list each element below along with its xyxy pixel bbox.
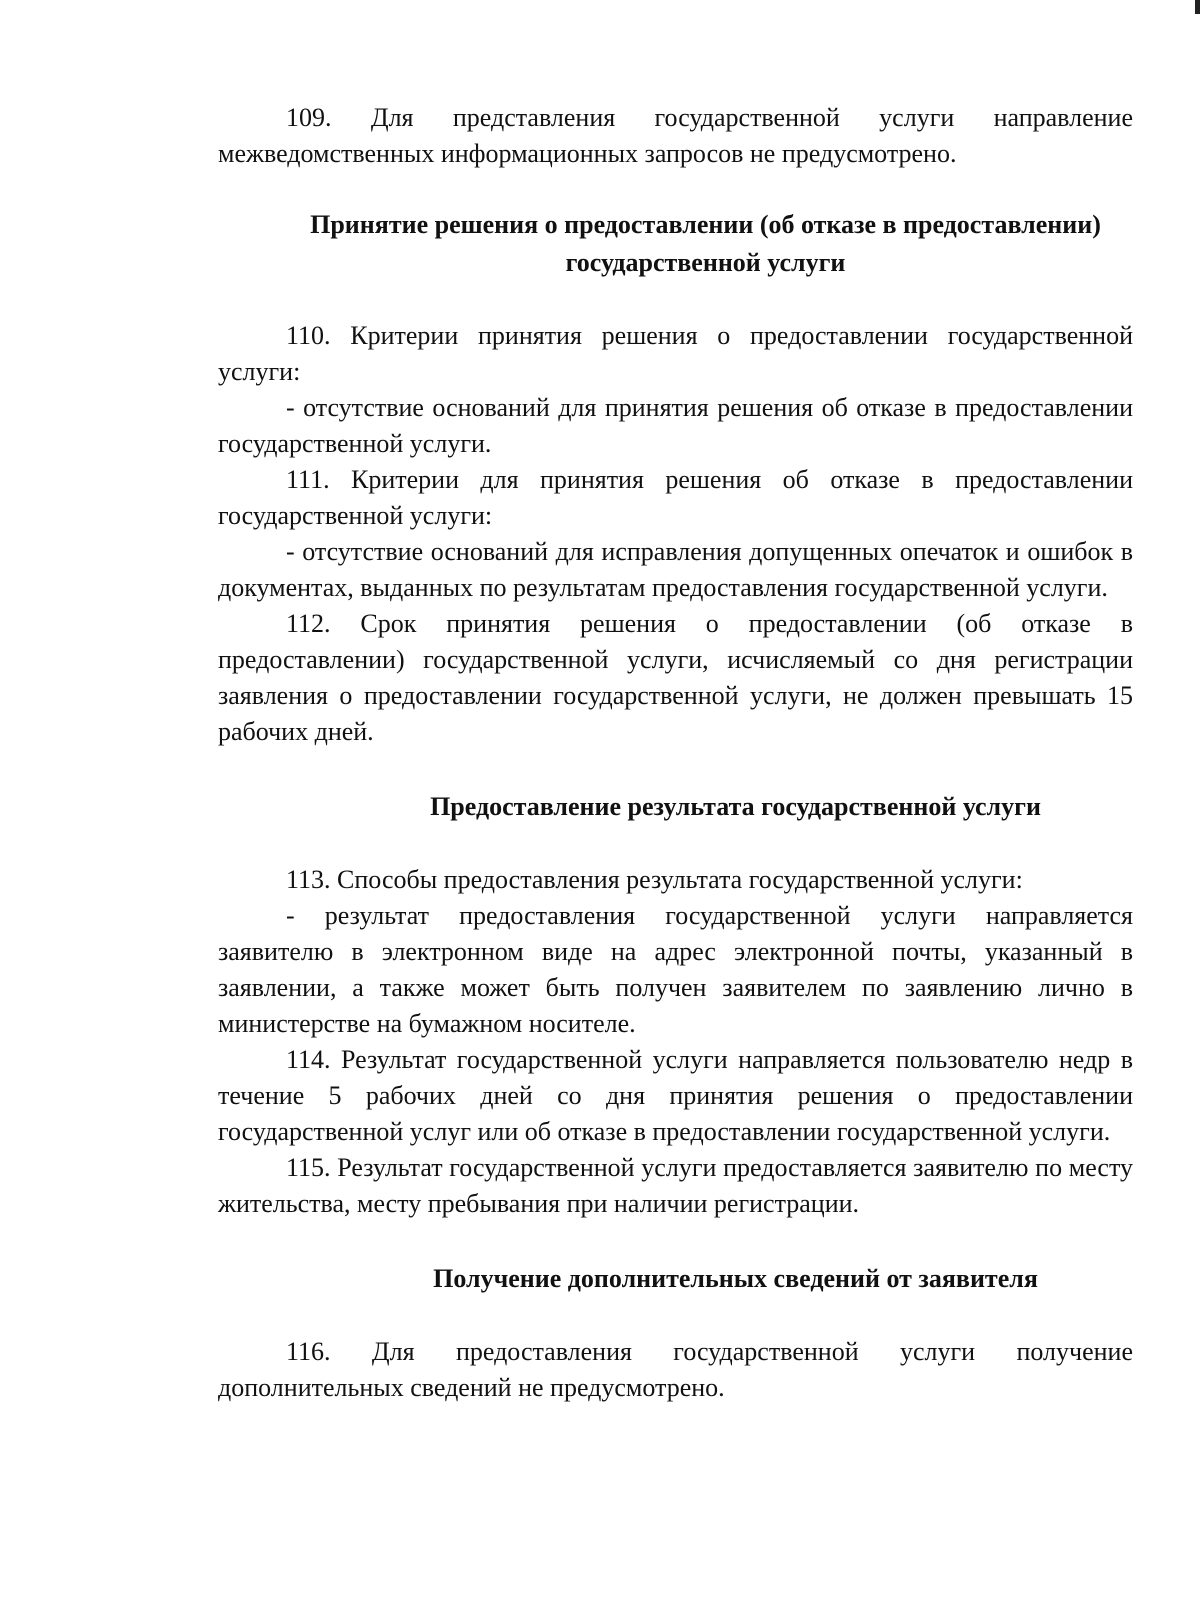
- paragraph-114: 114. Результат государственной услуги направляется пользователю недр в течение 5 рабочих дней со дня принятия решения о предоставлении государственной услуг или об отказе в предоставлении государственной услуги.: [218, 1045, 1133, 1146]
- paragraph-110-item: - отсутствие оснований для принятия решения об отказе в предоставлении государственной услуги.: [218, 393, 1133, 458]
- paragraph-110: 110. Критерии принятия решения о предоставлении государственной услуги:: [218, 321, 1133, 386]
- section-heading-result: Предоставление результата государственной услуги: [430, 792, 1041, 821]
- section-heading-decision: Принятие решения о предоставлении (об отказе в предоставлении) государственной услуги: [310, 210, 1101, 277]
- document-page: [218, 100, 1133, 1406]
- paragraph-111-item: - отсутствие оснований для исправления допущенных опечаток и ошибок в документах, выданных по результатам предоставления государственной услуги.: [218, 537, 1133, 602]
- section-heading-additional-info: Получение дополнительных сведений от заявителя: [433, 1264, 1038, 1293]
- paragraph-112: 112. Срок принятия решения о предоставлении (об отказе в предоставлении) государственной услуги, исчисляемый со дня регистрации заявления о предоставлении государственной услуги, не должен превышать 15 рабочих дней.: [218, 609, 1133, 746]
- paragraph-116: 116. Для предоставления государственной услуги получение дополнительных сведений не предусмотрено.: [218, 1337, 1133, 1402]
- paragraph-115: 115. Результат государственной услуги предоставляется заявителю по месту жительства, месту пребывания при наличии регистрации.: [218, 1153, 1133, 1218]
- paragraph-111: 111. Критерии для принятия решения об отказе в предоставлении государственной услуги:: [218, 465, 1133, 530]
- paragraph-113: 113. Способы предоставления результата государственной услуги:: [286, 865, 1023, 894]
- paragraph-113-item: - результат предоставления государственной услуги направляется заявителю в электронном виде на адрес электронной почты, указанный в заявлении, а также может быть получен заявителем по заявлению лично в министерстве на бумажном носителе.: [218, 901, 1133, 1038]
- paragraph-109: 109. Для представления государственной услуги направление межведомственных информационных запросов не предусмотрено.: [218, 103, 1133, 168]
- scan-edge-mark: [1195, 0, 1200, 14]
